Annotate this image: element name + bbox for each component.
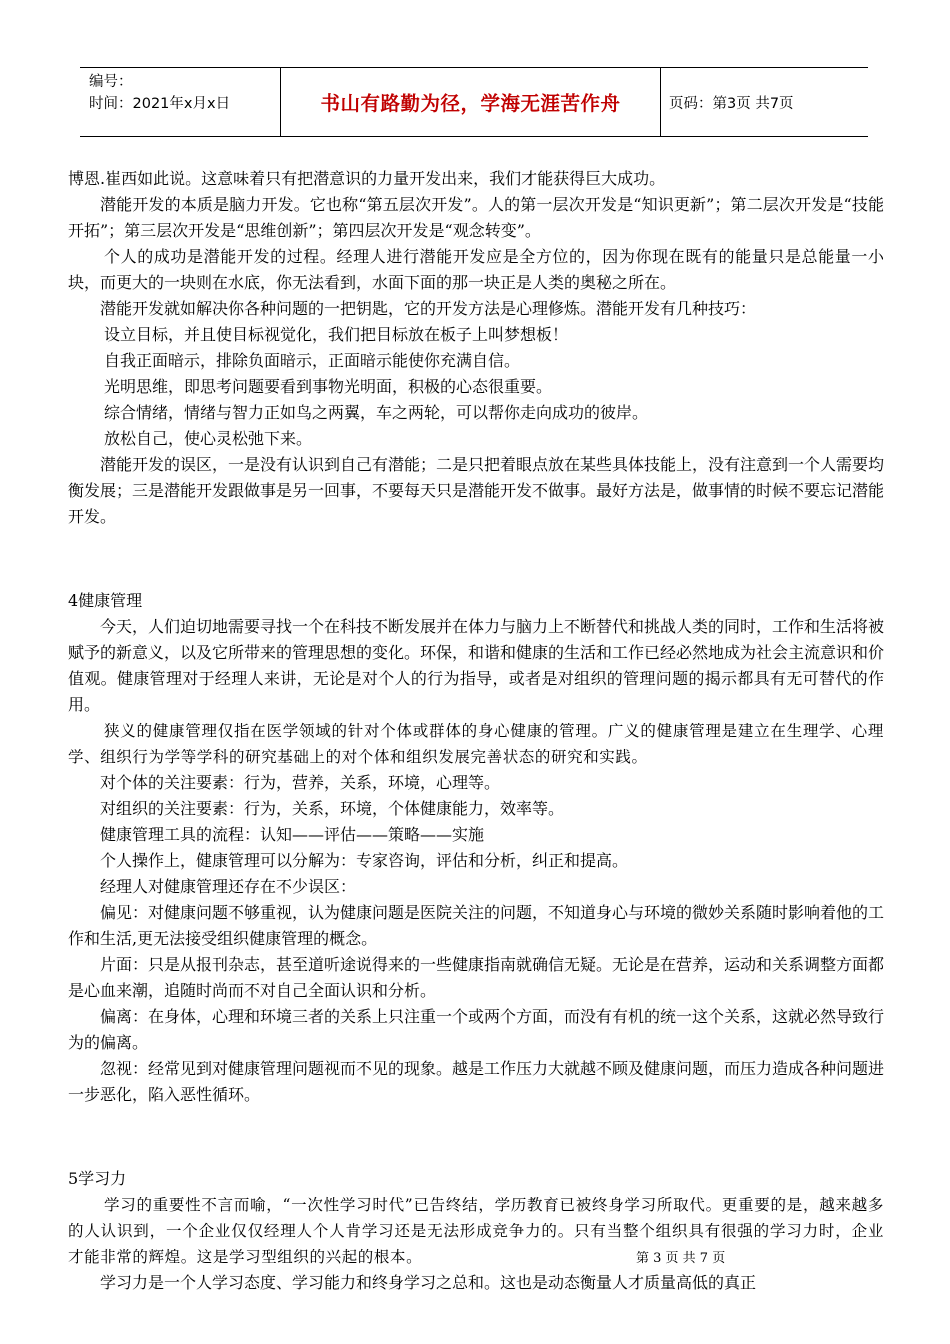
paragraph: 对个体的关注要素：行为，营养，关系，环境，心理等。: [100, 773, 501, 792]
paragraph: 个人的成功是潜能开发的过程。经理人进行潜能开发应是全方位的，因为你现在既有的能量只是总能量一小块，而更大的一块则在水底，你无法看到，水面下面的那一块正是人类的奥秘之所在。: [68, 247, 884, 292]
paragraph: 片面：只是从报刊杂志，甚至道听途说得来的一些健康指南就确信无疑。无论是在营养，运动和关系调整方面都是心血来潮，追随时尚而不对自己全面认识和分析。: [68, 955, 885, 1000]
header-table: [80, 67, 868, 137]
header-motto-cell: [281, 68, 661, 136]
paragraph: 今天，人们迫切地需要寻找一个在科技不断发展并在体力与脑力上不断替代和挑战人类的同时，工作和生活将被赋予的新意义，以及它所带来的管理思想的变化。环保，和谐和健康的生活和工作已经必然地成为社会主流意识和价值观。健康管理对于经理人来讲，无论是对个人的行为指导，或者是对组织的管理问题的揭示都具有无可替代的作用。: [68, 617, 885, 714]
paragraph: 偏离：在身体，心理和环境三者的关系上只注重一个或两个方面，而没有有机的统一这个关系，这就必然导致行为的偏离。: [68, 1007, 885, 1052]
paragraph: 潜能开发的本质是脑力开发。它也称“第五层次开发”。人的第一层次开发是“知识更新”；第二层次开发是“技能开拓”；第三层次开发是“思维创新”；第四层次开发是“观念转变”。: [68, 195, 884, 240]
paragraph: 忽视：经常见到对健康管理问题视而不见的现象。越是工作压力大就越不顾及健康问题，而压力造成各种问题进一步恶化，陷入恶性循环。: [68, 1059, 885, 1104]
paragraph: 偏见：对健康问题不够重视，认为健康问题是医院关注的问题，不知道身心与环境的微妙关系随时影响着他的工作和生活,更无法接受组织健康管理的概念。: [68, 903, 885, 948]
document-body: [68, 166, 884, 1296]
page-footer: 第 3 页 共 7 页: [636, 1251, 726, 1266]
paragraph: 对组织的关注要素：行为，关系，环境，个体健康能力，效率等。: [100, 799, 565, 818]
paragraph: 个人操作上，健康管理可以分解为：专家咨询，评估和分析，纠正和提高。: [100, 851, 629, 870]
paragraph: 经理人对健康管理还存在不少误区：: [100, 877, 357, 896]
section-heading: 5学习力: [68, 1169, 127, 1188]
header-page-cell: [661, 68, 868, 136]
header-page-info: 页码：第3页 共7页: [669, 95, 794, 112]
paragraph-spacer: [68, 1124, 884, 1150]
paragraph: 健康管理工具的流程：认知——评估——策略——实施: [100, 825, 485, 844]
paragraph: 自我正面暗示，排除负面暗示，正面暗示能使你充满自信。: [104, 351, 521, 370]
paragraph: 学习的重要性不言而喻，“一次性学习时代”已告终结，学历教育已被终身学习所取代。更重要的是，越来越多的人认识到，一个企业仅仅经理人个人肯学习还是无法形成竞争力的。只有当整个组织具有很强的学习力时，企业才能非常的辉煌。这是学习型组织的兴起的根本。: [68, 1196, 884, 1266]
paragraph: 狭义的健康管理仅指在医学领域的针对个体或群体的身心健康的管理。广义的健康管理是建立在生理学、心理学、组织行为学等学科的研究基础上的对个体和组织发展完善状态的研究和实践。: [68, 722, 884, 766]
document-date-label: 时间：2021年x月x日: [89, 96, 231, 112]
header-meta-cell: [80, 68, 281, 136]
paragraph: 光明思维，即思考问题要看到事物光明面，积极的心态很重要。: [104, 377, 553, 396]
paragraph: 学习力是一个人学习态度、学习能力和终身学习之总和。这也是动态衡量人才质量高低的真正: [100, 1273, 757, 1292]
header-motto: 书山有路勤为径，学海无涯苦作舟: [320, 92, 621, 115]
section-heading: 4健康管理: [68, 591, 143, 610]
paragraph: 博恩.崔西如此说。这意味着只有把潜意识的力量开发出来，我们才能获得巨大成功。: [68, 169, 666, 188]
paragraph: 设立目标，并且使目标视觉化，我们把目标放在板子上叫梦想板！: [104, 325, 569, 344]
paragraph-spacer: [68, 546, 884, 572]
paragraph: 潜能开发就如解决你各种问题的一把钥匙，它的开发方法是心理修炼。潜能开发有几种技巧：: [100, 299, 757, 318]
document-number-label: 编号：: [89, 74, 133, 90]
paragraph: 潜能开发的误区，一是没有认识到自己有潜能；二是只把着眼点放在某些具体技能上，没有注意到一个人需要均衡发展；三是潜能开发跟做事是另一回事，不要每天只是潜能开发不做事。最好方法是，做事情的时候不要忘记潜能开发。: [68, 455, 885, 526]
paragraph: 综合情绪，情绪与智力正如鸟之两翼，车之两轮，可以帮你走向成功的彼岸。: [104, 403, 649, 422]
paragraph: 放松自己，使心灵松弛下来。: [104, 429, 313, 448]
